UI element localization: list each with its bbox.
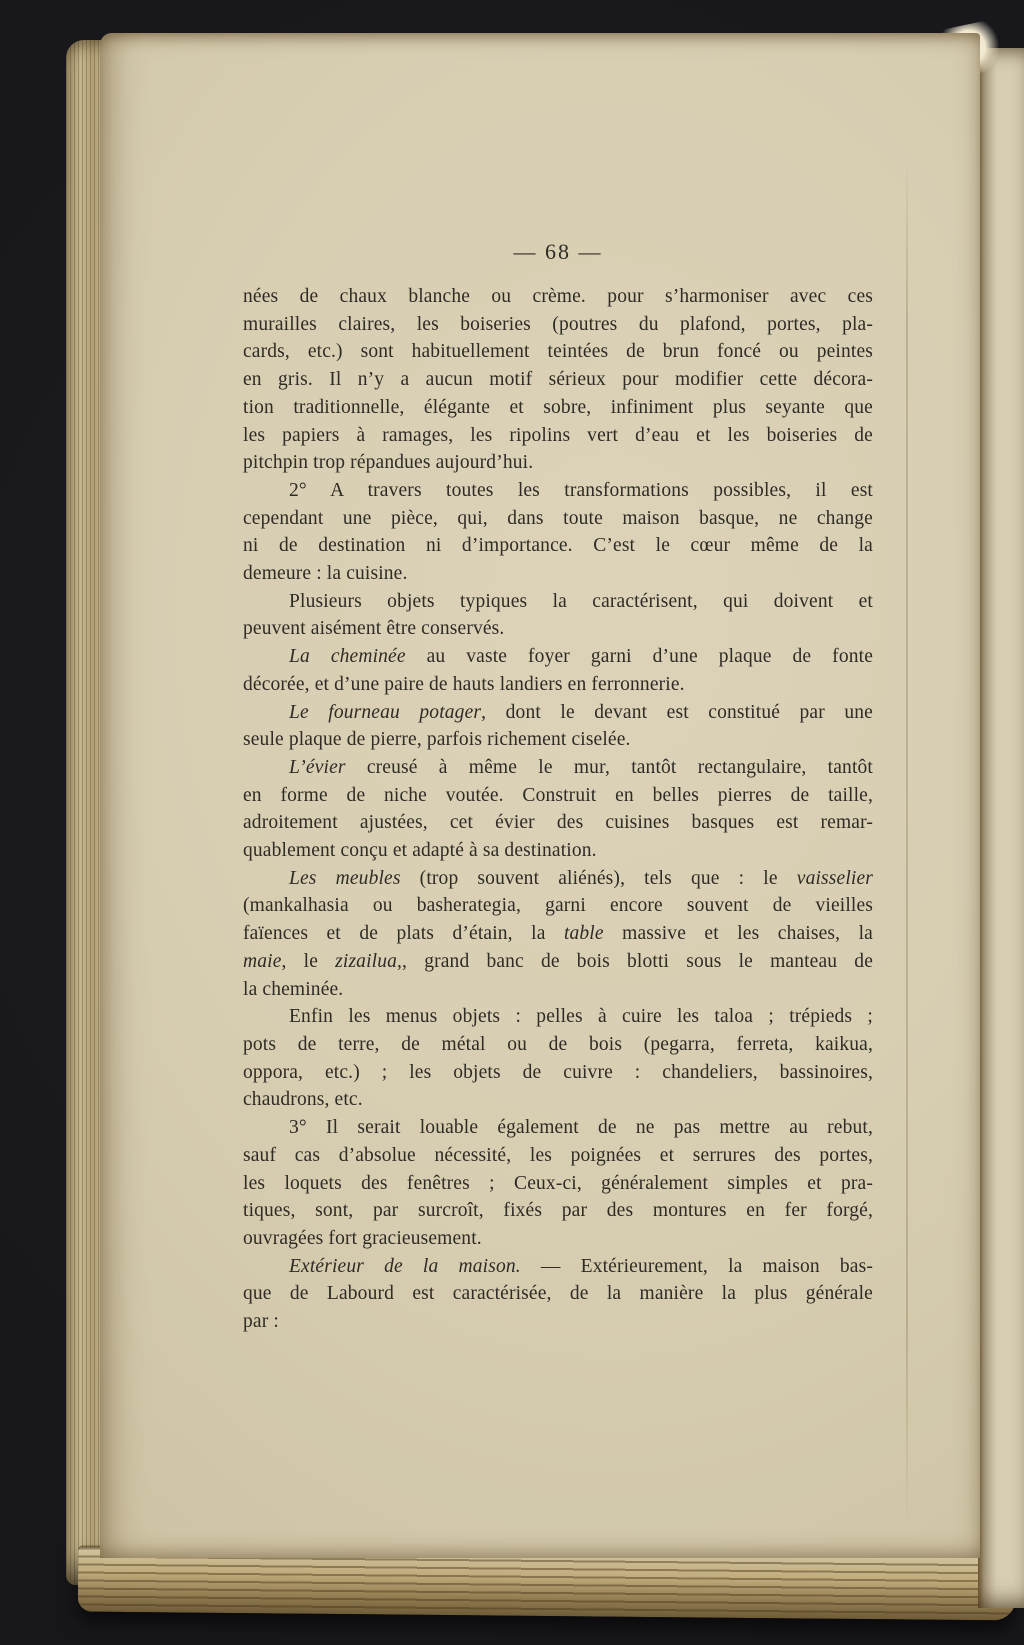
italic-text: table xyxy=(563,923,604,945)
body-text: peuvent aisément être conservés. xyxy=(243,618,505,640)
body-text: tiques, sont, par surcroît, fixés par des montures en fer forgé, xyxy=(243,1200,873,1222)
body-text: , dont le devant est constitué par une xyxy=(481,701,873,723)
text-line xyxy=(243,449,873,477)
text-line xyxy=(243,311,873,339)
italic-text: Le fourneau potager xyxy=(289,701,482,723)
italic-text: vaisselier xyxy=(796,867,874,889)
body-text: 3° Il serait louable également de ne pas mettre au rebut, xyxy=(289,1117,873,1139)
body-text: (trop souvent aliénés), tels que : le xyxy=(400,867,797,889)
body-text: Enfin les menus objets : pelles à cuire les taloa ; trépieds ; xyxy=(289,1006,873,1028)
book-page xyxy=(100,33,980,1558)
body-text: par : xyxy=(243,1311,279,1333)
body-text: seule plaque de pierre, parfois richement ciselée. xyxy=(243,729,631,751)
text-line xyxy=(243,1280,873,1308)
text-line xyxy=(243,1253,873,1281)
text-line xyxy=(243,699,873,727)
text-line xyxy=(243,726,873,754)
body-text: — Extérieurement, la maison bas- xyxy=(520,1255,873,1277)
text-line xyxy=(243,505,873,533)
body-text: adroitement ajustées, cet évier des cuisines basques est remar- xyxy=(243,812,873,834)
text-line xyxy=(243,283,873,311)
text-line xyxy=(243,477,873,505)
italic-text: maie xyxy=(243,950,282,972)
body-text: en forme de niche voutée. Construit en belles pierres de taille, xyxy=(243,784,873,806)
page-crease xyxy=(906,153,908,1533)
text-line xyxy=(243,754,873,782)
italic-text: zizailua xyxy=(335,950,398,972)
text-line xyxy=(243,1059,873,1087)
body-text: nées de chaux blanche ou crème. pour s’harmoniser avec ces xyxy=(243,286,873,307)
text-block xyxy=(243,283,873,1336)
text-line xyxy=(243,1225,873,1253)
body-text: pitchpin trop répandues aujourd’hui. xyxy=(243,452,534,474)
body-text: cards, etc.) sont habituellement teintées de brun foncé ou peintes xyxy=(243,341,873,363)
text-line xyxy=(243,1031,873,1059)
page-edge-stack-bottom xyxy=(78,1547,1017,1620)
body-text: massive et les chaises, la xyxy=(603,923,873,945)
text-line xyxy=(243,1086,873,1114)
text-line xyxy=(243,782,873,810)
body-text: (mankalhasia ou basherategia, garni encore souvent de vieilles xyxy=(243,895,873,917)
body-text: ni de destination ni d’importance. C’est le cœur même de la xyxy=(243,535,873,557)
text-line xyxy=(243,809,873,837)
body-text: , le xyxy=(281,950,336,972)
text-line xyxy=(243,615,873,643)
body-text: tion traditionnelle, élégante et sobre, infiniment plus seyante que xyxy=(243,396,873,418)
body-text: quablement conçu et adapté à sa destination. xyxy=(243,840,597,862)
text-line xyxy=(243,532,873,560)
body-text: ,, grand banc de bois blotti sous le manteau de xyxy=(397,950,873,972)
text-line xyxy=(243,1114,873,1142)
text-line xyxy=(243,976,873,1004)
text-line xyxy=(243,948,873,976)
body-text: creusé à même le mur, tantôt rectangulaire, tantôt xyxy=(345,756,873,778)
body-text: au vaste foyer garni d’une plaque de fonte xyxy=(405,646,873,668)
italic-text: Extérieur de la maison. xyxy=(289,1255,521,1277)
text-line xyxy=(243,422,873,450)
body-text: pots de terre, de métal ou de bois (pegarra, ferreta, kaikua, xyxy=(243,1033,873,1055)
italic-text: La cheminée xyxy=(289,646,406,668)
body-text: murailles claires, les boiseries (poutres du plafond, portes, pla- xyxy=(243,313,873,335)
body-text: que de Labourd est caractérisée, de la manière la plus générale xyxy=(243,1283,873,1305)
body-text: décorée, et d’une paire de hauts landiers en ferronnerie. xyxy=(243,673,685,695)
body-text: oppora, etc.) ; les objets de cuivre : chandeliers, bassinoires, xyxy=(243,1061,873,1083)
body-text: en gris. Il n’y a aucun motif sérieux pour modifier cette décora- xyxy=(243,369,873,391)
italic-text: L’évier xyxy=(289,756,346,778)
body-text: les loquets des fenêtres ; Ceux-ci, généralement simples et pra- xyxy=(243,1172,873,1194)
body-text: cependant une pièce, qui, dans toute maison basque, ne change xyxy=(243,507,873,529)
text-line xyxy=(243,643,873,671)
text-line xyxy=(243,892,873,920)
text-line xyxy=(243,1142,873,1170)
text-line xyxy=(243,1308,873,1336)
next-page-fore-edge xyxy=(978,48,1024,1608)
text-line xyxy=(243,338,873,366)
text-line xyxy=(243,1003,873,1031)
body-text: la cheminée. xyxy=(243,978,344,1000)
body-text: 2° A travers toutes les transformations possibles, il est xyxy=(289,479,873,501)
body-text: chaudrons, etc. xyxy=(243,1089,363,1111)
text-line xyxy=(243,865,873,893)
text-line xyxy=(243,394,873,422)
text-line xyxy=(243,588,873,616)
body-text: demeure : la cuisine. xyxy=(243,563,408,585)
body-text: sauf cas d’absolue nécessité, les poignées et serrures des portes, xyxy=(243,1144,873,1166)
text-line xyxy=(243,366,873,394)
text-line xyxy=(243,560,873,588)
text-line xyxy=(243,1197,873,1225)
text-line xyxy=(243,1170,873,1198)
page-number: — 68 — xyxy=(513,239,603,264)
text-line xyxy=(243,920,873,948)
text-line xyxy=(243,837,873,865)
italic-text: Les meubles xyxy=(289,867,401,889)
text-line xyxy=(243,671,873,699)
body-text: faïences et de plats d’étain, la xyxy=(243,923,564,945)
body-text: les papiers à ramages, les ripolins vert d’eau et les boiseries de xyxy=(243,424,873,446)
body-text: Plusieurs objets typiques la caractérisent, qui doivent et xyxy=(289,590,873,612)
body-text: ouvragées fort gracieusement. xyxy=(243,1227,482,1249)
